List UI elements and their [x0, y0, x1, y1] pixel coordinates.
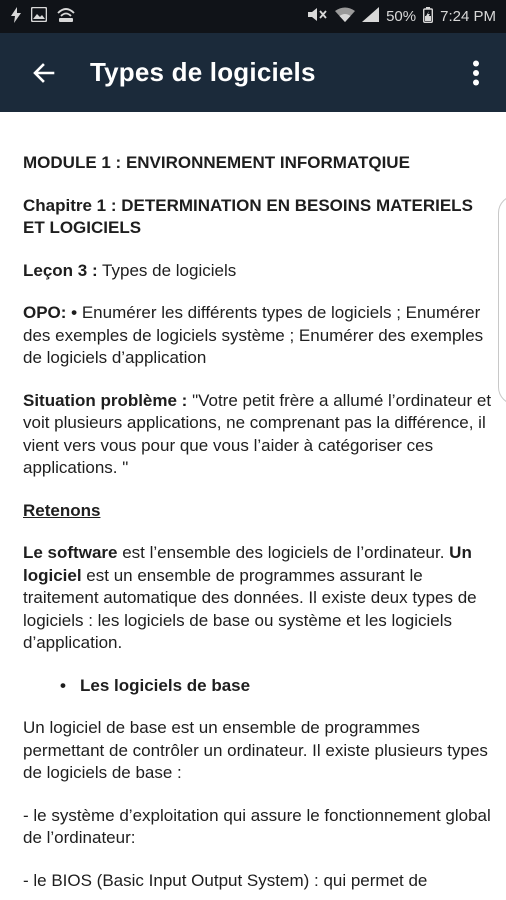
- lesson-content[interactable]: [0, 112, 506, 900]
- battery-charging-icon: [423, 7, 433, 27]
- situation-paragraph: [23, 390, 496, 480]
- lesson-text: Types de logiciels: [97, 260, 237, 280]
- battery-percent: 50%: [386, 8, 417, 25]
- base-paragraph: Un logiciel de base est un ensemble de programmes permettant de contrôler un ordinateur. Il existe plusieurs types de logiciels de base :: [23, 718, 488, 782]
- opo-paragraph: [23, 302, 496, 370]
- arrow-left-icon: [32, 61, 56, 85]
- wifi-icon: [335, 7, 355, 26]
- bios-paragraph: - le BIOS (Basic Input Output System) : qui permet de: [23, 870, 428, 890]
- more-options-button[interactable]: [446, 33, 506, 112]
- situation-label: Situation problème :: [23, 390, 188, 410]
- status-left-icons: [10, 7, 76, 27]
- bullet-title: Les logiciels de base: [80, 675, 251, 695]
- app-bar: [0, 33, 506, 112]
- status-bar: [0, 0, 506, 33]
- hotspot-icon: [56, 7, 76, 26]
- signal-icon: [362, 7, 379, 26]
- chapter-heading: Chapitre 1 : DETERMINATION EN BESOINS MATERIELS ET LOGICIELS: [23, 195, 473, 237]
- logiciel-label: Un logiciel: [23, 543, 472, 585]
- image-icon: [31, 7, 47, 26]
- mute-icon: [306, 7, 328, 26]
- situation-text: "Votre petit frère a allumé l’ordinateur et voit plusieurs applications, ne comprenant pas la différence, il vient vers vous pour que vous l’aider à catégoriser ces applications. ": [23, 390, 492, 477]
- software-paragraph: Le software est l’ensemble des logiciels de l’ordinateur. Un logiciel est un ensemble de programmes assurant le traitement automatique des données. Il existe deux types de logiciels : les logiciels de base ou système et les logiciels d’application.: [23, 543, 477, 652]
- lesson-label: Leçon 3 :: [23, 260, 98, 280]
- edge-panel-handle[interactable]: [498, 195, 506, 405]
- status-right-icons: [306, 7, 496, 27]
- opo-label: OPO: •: [23, 303, 78, 322]
- retenons-heading: Retenons: [23, 500, 101, 520]
- os-paragraph: - le système d’exploitation qui assure le fonctionnement global de l’ordinateur:: [23, 805, 491, 847]
- lesson-line: [23, 260, 496, 283]
- clock: 7:24 PM: [440, 8, 496, 25]
- back-button[interactable]: [0, 33, 90, 112]
- page-title: Types de logiciels: [90, 57, 316, 87]
- bolt-icon: [10, 7, 22, 27]
- software-label: Le software: [23, 543, 118, 562]
- bullet-dot: •: [60, 675, 66, 695]
- module-heading: MODULE 1 : ENVIRONNEMENT INFORMATQIUE: [23, 153, 410, 172]
- more-vertical-icon: [472, 60, 480, 86]
- opo-text: Enumérer les différents types de logiciels ; Enumérer des exemples de logiciels système ; Enumérer des exemples de logiciels d’application: [23, 303, 484, 367]
- bullet-logiciels-de-base: [60, 675, 496, 698]
